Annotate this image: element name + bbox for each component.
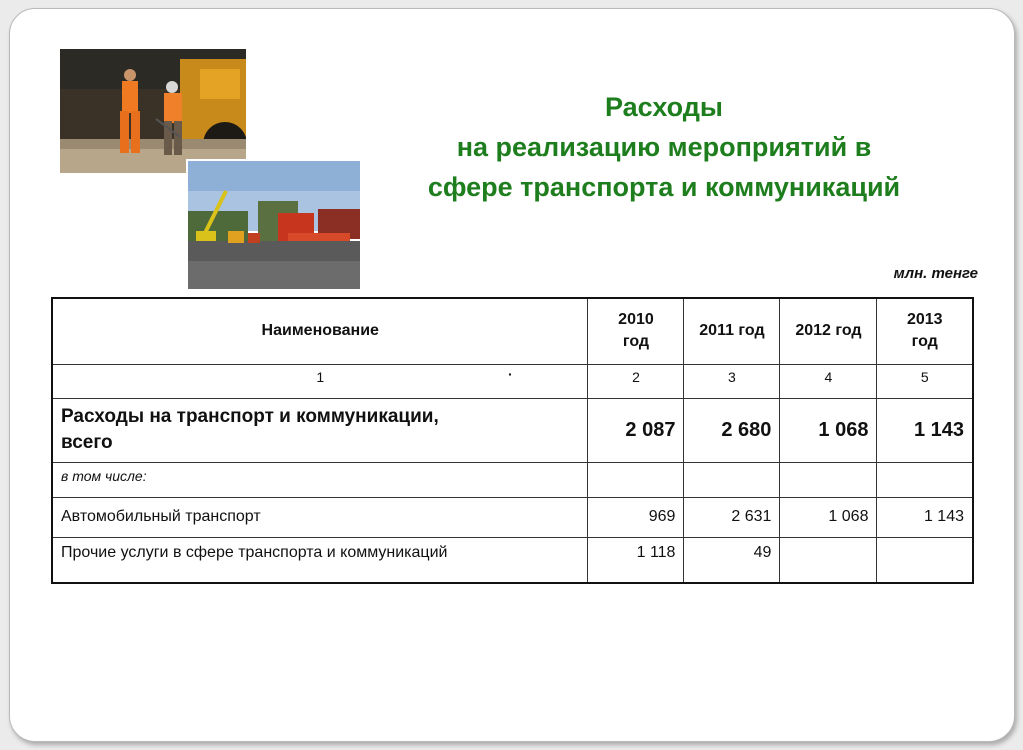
- header-year-2013: 2013 год: [877, 298, 973, 364]
- column-number-4: 4: [780, 364, 877, 398]
- row-value-2012: [780, 537, 877, 583]
- total-value-2013: 1 143: [877, 398, 973, 462]
- title-line-1: Расходы: [604, 92, 723, 122]
- title-line-2: на реализацию мероприятий в: [456, 132, 872, 162]
- total-value-2011: 2 680: [684, 398, 780, 462]
- header-year-2010: 2010 год: [588, 298, 684, 364]
- road-workers-photo: [60, 49, 246, 173]
- row-value-2011: 49: [684, 537, 780, 583]
- column-number-3: 3: [684, 364, 780, 398]
- slide-title: [362, 87, 966, 207]
- total-value-2012: 1 068: [780, 398, 877, 462]
- column-number-1: 1 ·: [52, 364, 588, 398]
- column-number-5: 5: [877, 364, 973, 398]
- header-name: Наименование: [52, 298, 588, 364]
- title-line-3: сфере транспорта и коммуникаций: [427, 172, 901, 202]
- table-header-row: [52, 298, 973, 364]
- including-label: в том числе:: [52, 462, 588, 497]
- total-name: Расходы на транспорт и коммуникации, всего: [52, 398, 588, 462]
- row-value-2010: 1 118: [588, 537, 684, 583]
- row-value-2013: 1 143: [877, 497, 973, 537]
- column-number-2: 2: [588, 364, 684, 398]
- total-row: [52, 398, 973, 462]
- row-name: Автомобильный транспорт: [52, 497, 588, 537]
- row-name: Прочие услуги в сфере транспорта и коммуникаций: [52, 537, 588, 583]
- row-value-2010: 969: [588, 497, 684, 537]
- table-row: [52, 497, 973, 537]
- table-row: [52, 537, 973, 583]
- including-row: [52, 462, 973, 497]
- row-value-2012: 1 068: [780, 497, 877, 537]
- total-value-2010: 2 087: [588, 398, 684, 462]
- road-machinery-photo: [186, 159, 360, 289]
- header-year-2012: 2012 год: [780, 298, 877, 364]
- dot-mark: ·: [508, 365, 513, 382]
- expenses-table: [51, 297, 974, 584]
- slide: [9, 8, 1015, 742]
- column-number-row: [52, 364, 973, 398]
- row-value-2013: [877, 537, 973, 583]
- row-value-2011: 2 631: [684, 497, 780, 537]
- header-year-2011: 2011 год: [684, 298, 780, 364]
- units-label: млн. тенге: [893, 265, 978, 282]
